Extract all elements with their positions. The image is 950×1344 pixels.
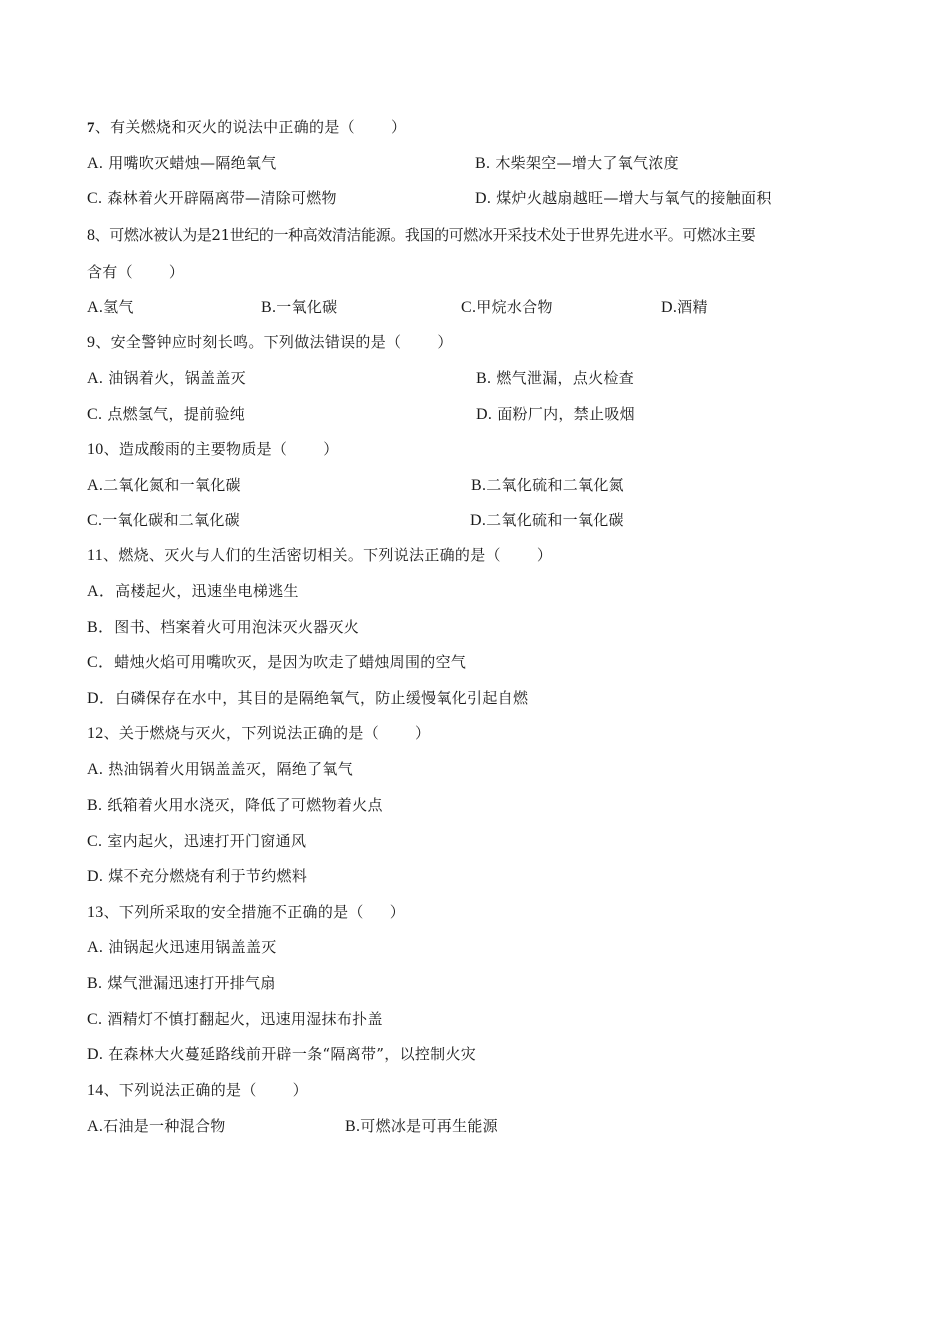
- question-13-stem: [87, 902, 405, 923]
- question-number: 14: [87, 1082, 104, 1099]
- answer-paren-close: ）: [323, 440, 339, 458]
- question-7-option-b: [475, 153, 679, 174]
- question-10-option-b: [471, 475, 624, 496]
- option-text: 煤炉火越扇越旺—增大与氧气的接触面积: [491, 189, 772, 207]
- option-text: 二氧化硫和二氧化氮: [486, 476, 624, 494]
- question-14-option-b: [345, 1116, 498, 1137]
- option-text: 图书、档案着火可用泡沫灭火器灭火: [114, 618, 360, 636]
- option-letter: D．: [87, 690, 116, 707]
- option-letter: B.: [261, 299, 277, 316]
- question-separator: 、: [103, 1081, 119, 1099]
- option-letter: B.: [87, 797, 103, 814]
- question-number: 12: [87, 725, 104, 742]
- option-letter: A．: [87, 583, 116, 600]
- question-number: 8: [87, 227, 95, 244]
- option-letter: A.: [87, 761, 104, 778]
- question-7-option-a: [87, 153, 277, 174]
- option-text: 热油锅着火用锅盖盖灭，隔绝了氧气: [103, 760, 354, 778]
- option-text: 在森林大火蔓延路线前开辟一条“隔离带”，以控制火灾: [103, 1045, 477, 1063]
- option-letter: D.: [476, 406, 493, 423]
- option-text: 燃气泄漏，点火检查: [491, 369, 635, 387]
- question-text: 安全警钟应时刻长鸣。下列做法错误的是（: [110, 333, 402, 351]
- question-number: 11: [87, 547, 104, 564]
- option-text: 油锅着火，锅盖盖灭: [103, 369, 246, 387]
- option-text: 森林着火开辟隔离带—清除可燃物: [102, 189, 337, 207]
- option-text: 油锅起火迅速用锅盖盖灭: [103, 938, 277, 956]
- option-text: 一氧化碳: [276, 298, 338, 316]
- option-letter: A.: [87, 370, 104, 387]
- question-8-stem: [87, 225, 755, 246]
- option-text: 石油是一种混合物: [103, 1117, 226, 1135]
- question-number: 9: [87, 334, 96, 351]
- option-letter: C.: [87, 512, 103, 529]
- question-12-option-c: [87, 831, 306, 852]
- option-letter: C.: [87, 1011, 103, 1028]
- option-letter: C.: [461, 299, 477, 316]
- option-letter: A.: [87, 939, 104, 956]
- option-text: 纸箱着火用水浇灭，降低了可燃物着火点: [102, 796, 383, 814]
- option-text: 点燃氢气，提前验纯: [102, 405, 246, 423]
- option-letter: C．: [87, 654, 115, 671]
- option-letter: B.: [87, 975, 103, 992]
- option-text: 白磷保存在水中，其目的是隔绝氧气，防止缓慢氧化引起自燃: [115, 689, 529, 707]
- question-10-stem: [87, 439, 339, 460]
- option-letter: A.: [87, 299, 104, 316]
- question-9-option-a: [87, 368, 246, 389]
- question-11-option-d: [87, 688, 528, 709]
- question-14-option-a: [87, 1116, 226, 1137]
- option-letter: A.: [87, 1118, 104, 1135]
- question-number: 13: [87, 904, 104, 921]
- question-7-option-c: [87, 188, 337, 209]
- question-11-option-b: [87, 617, 359, 638]
- question-8-option-b: [261, 297, 337, 318]
- question-9-option-b: [476, 368, 634, 389]
- option-text: 用嘴吹灭蜡烛—隔绝氧气: [103, 154, 277, 172]
- question-text-continued: 含有（: [87, 263, 133, 281]
- option-text: 蜡烛火焰可用嘴吹灭，是因为吹走了蜡烛周围的空气: [114, 653, 467, 671]
- option-text: 二氧化硫和一氧化碳: [486, 511, 624, 529]
- question-9-option-d: [476, 404, 635, 425]
- question-separator: 、: [94, 226, 110, 244]
- option-letter: D.: [661, 299, 678, 316]
- option-letter: B.: [345, 1118, 361, 1135]
- question-13-option-a: [87, 937, 277, 958]
- option-letter: D.: [475, 190, 492, 207]
- answer-paren-close: ）: [292, 1081, 308, 1099]
- question-8-option-c: [461, 297, 553, 318]
- question-text: 可燃冰被认为是21世纪的一种高效清洁能源。我国的可燃冰开采技术处于世界先进水平。可燃冰主要: [109, 226, 756, 244]
- question-13-option-d: [87, 1044, 476, 1065]
- option-letter: C.: [87, 833, 103, 850]
- option-text: 面粉厂内，禁止吸烟: [492, 405, 635, 423]
- option-text: 室内起火，迅速打开门窗通风: [102, 832, 307, 850]
- question-text: 下列所采取的安全措施不正确的是（: [118, 903, 364, 921]
- question-11-option-a: [87, 581, 299, 602]
- question-8-option-a: [87, 297, 134, 318]
- question-separator: 、: [103, 903, 119, 921]
- question-text: 有关燃烧和灭火的说法中正确的是（: [110, 118, 355, 136]
- option-text: 氢气: [103, 298, 134, 316]
- option-text: 高楼起火，迅速坐电梯逃生: [115, 582, 299, 600]
- question-13-option-b: [87, 973, 276, 994]
- question-text: 关于燃烧与灭火，下列说法正确的是（: [118, 724, 380, 742]
- option-letter: D.: [87, 868, 104, 885]
- option-letter: C.: [87, 406, 103, 423]
- option-letter: D.: [87, 1046, 104, 1063]
- question-12-option-a: [87, 759, 353, 780]
- question-9-option-c: [87, 404, 245, 425]
- question-separator: 、: [103, 724, 119, 742]
- question-12-stem: [87, 723, 430, 744]
- option-text: 煤气泄漏迅速打开排气扇: [102, 974, 276, 992]
- question-text: 造成酸雨的主要物质是（: [118, 440, 288, 458]
- answer-paren-close: ）: [168, 263, 185, 281]
- option-text: 酒精: [677, 298, 708, 316]
- question-11-stem: [87, 545, 552, 566]
- option-text: 可燃冰是可再生能源: [360, 1117, 498, 1135]
- question-separator: 、: [95, 333, 111, 351]
- question-13-option-c: [87, 1009, 383, 1030]
- option-text: 酒精灯不慎打翻起火，迅速用湿抹布扑盖: [102, 1010, 383, 1028]
- answer-paren-close: ）: [390, 118, 407, 136]
- question-text: 燃烧、灭火与人们的生活密切相关。下列说法正确的是（: [118, 546, 501, 564]
- option-letter: B.: [476, 370, 492, 387]
- question-12-option-b: [87, 795, 383, 816]
- option-letter: C.: [87, 190, 103, 207]
- option-letter: A.: [87, 155, 104, 172]
- option-text: 二氧化氮和一氧化碳: [103, 476, 241, 494]
- question-10-option-a: [87, 475, 241, 496]
- question-8-stem-line2: [87, 262, 184, 282]
- answer-paren-close: ）: [536, 546, 553, 564]
- option-text: 煤不充分燃烧有利于节约燃料: [103, 867, 308, 885]
- answer-paren-close: ）: [415, 724, 431, 742]
- question-text: 下列说法正确的是（: [118, 1081, 257, 1099]
- question-9-stem: [87, 332, 453, 353]
- question-separator: 、: [103, 546, 119, 564]
- question-11-option-c: [87, 652, 466, 673]
- option-letter: B.: [471, 477, 487, 494]
- question-separator: 、: [103, 440, 119, 458]
- question-8-option-d: [661, 297, 708, 318]
- answer-paren-close: ）: [389, 903, 406, 921]
- option-letter: D.: [470, 512, 487, 529]
- question-10-option-c: [87, 510, 240, 531]
- question-separator: 、: [94, 118, 111, 136]
- option-text: 一氧化碳和二氧化碳: [102, 511, 240, 529]
- option-text: 木柴架空—增大了氧气浓度: [490, 154, 679, 172]
- option-letter: B．: [87, 619, 115, 636]
- question-10-option-d: [470, 510, 624, 531]
- question-7-option-d: [475, 188, 772, 209]
- option-text: 甲烷水合物: [476, 298, 553, 316]
- question-number: 10: [87, 441, 104, 458]
- question-14-stem: [87, 1080, 308, 1101]
- question-number: 7: [87, 120, 95, 136]
- option-letter: A.: [87, 477, 104, 494]
- question-12-option-d: [87, 866, 307, 887]
- question-7-stem: [87, 117, 406, 138]
- answer-paren-close: ）: [437, 333, 453, 351]
- option-letter: B.: [475, 155, 491, 172]
